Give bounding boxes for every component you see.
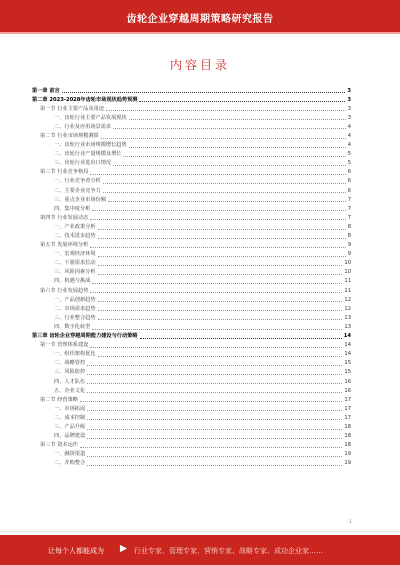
toc-entry-page: 18	[344, 442, 351, 449]
toc-entry[interactable]	[32, 412, 351, 421]
toc-entry-title: 第三章 齿轮企业穿越周期能力建设与行动策略	[32, 333, 138, 340]
footer-slogan-lead: 让每个人都能成为	[48, 547, 104, 555]
toc-entry[interactable]	[32, 440, 351, 449]
toc-entry-title: 一、市场拓展	[54, 405, 86, 412]
toc-entry-page: 8	[347, 233, 351, 239]
toc-entry-title: 二、行业及应用场景需求	[54, 123, 112, 130]
toc-entry-title: 二、齿轮行业产量规模及增长	[54, 151, 122, 158]
toc-entry[interactable]	[32, 449, 351, 458]
dot-leader	[92, 210, 345, 211]
toc-entry-title: 第一章 前言	[32, 87, 60, 94]
toc-entry[interactable]	[32, 294, 351, 303]
toc-entry-title: 二、市场需求趋势	[54, 305, 96, 312]
toc-entry-page: 11	[344, 278, 351, 285]
dot-leader	[98, 265, 343, 266]
toc-entry-page: 4	[347, 123, 351, 130]
dot-leader	[92, 329, 342, 330]
toc-entry[interactable]	[32, 94, 351, 103]
toc-entry-page: 12	[344, 305, 351, 312]
toc-entry-title: 一、宏观经济环境	[54, 251, 96, 258]
dot-leader	[80, 401, 342, 402]
toc-entry-title: 一、产业政策分析	[54, 223, 96, 230]
toc-entry[interactable]	[32, 212, 351, 221]
dot-leader	[87, 365, 342, 366]
page-number: 1	[349, 520, 352, 525]
toc-entry[interactable]	[32, 167, 351, 176]
toc-entry[interactable]	[32, 149, 351, 158]
header-divider	[0, 32, 400, 34]
toc-entry-page: 17	[344, 405, 351, 412]
dot-leader	[87, 465, 342, 466]
dot-leader	[98, 274, 343, 275]
toc-entry-page: 7	[347, 205, 351, 212]
toc-entry-title: 三、行业整合趋势	[54, 314, 96, 321]
toc-entry-page: 16	[344, 378, 351, 385]
toc-entry[interactable]	[32, 431, 351, 440]
dot-leader	[98, 356, 343, 357]
toc-entry-page: 16	[344, 387, 351, 394]
dot-leader	[90, 247, 345, 248]
toc-entry[interactable]	[32, 194, 351, 203]
toc-entry-title: 三、风险防控	[54, 369, 86, 376]
toc-entry-page: 19	[344, 460, 351, 467]
toc-entry[interactable]	[32, 358, 351, 367]
toc-entry-title: 四、集中度分析	[54, 205, 91, 212]
toc-entry-page: 18	[344, 423, 351, 430]
toc-entry-page: 12	[344, 296, 351, 303]
toc-entry-page: 3	[347, 105, 351, 112]
dot-leader	[106, 110, 346, 111]
dot-leader	[87, 392, 342, 393]
toc-entry-title: 第一节 行业主要产品及用途	[40, 105, 104, 112]
toc-entry[interactable]	[32, 158, 351, 167]
toc-entry[interactable]	[32, 340, 351, 349]
toc-entry-title: 二、战略管控	[54, 360, 86, 367]
dot-leader	[108, 201, 346, 202]
dot-leader	[101, 138, 346, 139]
dot-leader	[62, 92, 346, 93]
dot-leader	[113, 165, 346, 166]
toc-entry-title: 二、下游需求拉动	[54, 260, 96, 267]
toc-entry-page: 13	[344, 314, 351, 321]
toc-entry[interactable]	[32, 285, 351, 294]
toc-entry-title: 第三节 资本运作	[40, 442, 78, 449]
toc-entry-title: 四、人才队伍	[54, 378, 86, 385]
toc-entry-title: 一、齿轮行业主要产品发展现状	[54, 114, 127, 121]
dot-leader	[98, 301, 343, 302]
dot-leader	[113, 128, 346, 129]
toc-entry-page: 13	[344, 323, 351, 330]
dot-leader	[98, 229, 346, 230]
toc-entry-title: 第二章 2023-2028年齿轮市场现状趋势预测	[32, 96, 138, 103]
toc-entry-title: 四、品牌建设	[54, 433, 86, 440]
toc-entry[interactable]	[32, 403, 351, 412]
toc-entry-page: 18	[344, 433, 351, 440]
toc-entry-page: 6	[347, 187, 351, 194]
toc-entry-title: 第二节 行业市场规模测算	[40, 132, 99, 139]
toc-entry-title: 三、产品升级	[54, 423, 86, 430]
toc-entry-title: 第二节 经营策略	[40, 396, 78, 403]
toc-entry[interactable]	[32, 321, 351, 330]
toc-entry-title: 第六节 行业发展趋势	[40, 287, 89, 294]
toc-entry[interactable]	[32, 367, 351, 376]
dot-leader	[98, 238, 346, 239]
dot-leader	[98, 310, 343, 311]
dot-leader	[123, 156, 345, 157]
toc-entry-title: 一、组织架构优化	[54, 351, 96, 358]
toc-heading: 内容目录	[169, 58, 230, 72]
toc-entry-page: 10	[344, 269, 351, 276]
dot-leader	[103, 183, 346, 184]
dot-leader	[90, 174, 345, 175]
toc-entry[interactable]	[32, 231, 351, 240]
toc-entry-page: 7	[347, 214, 351, 221]
toc-entry-page: 3	[347, 114, 351, 121]
toc-entry-title: 第一节 管理体系建设	[40, 342, 89, 349]
toc-entry-page: 5	[347, 151, 351, 158]
toc-entry-title: 五、企业文化	[54, 387, 86, 394]
toc-entry-page: 7	[347, 196, 351, 203]
toc-entry[interactable]	[32, 303, 351, 312]
toc-entry[interactable]	[32, 394, 351, 403]
footer-slogan-roles: 行业专家、管理专家、营销专家、战略专家、成功企业家……	[134, 547, 323, 555]
toc-entry-page: 15	[344, 360, 351, 367]
toc-entry-title: 二、并购整合	[54, 460, 86, 467]
report-title: 齿轮企业穿越周期策略研究报告	[126, 14, 274, 25]
footer-divider	[0, 531, 400, 532]
toc-entry[interactable]	[32, 312, 351, 321]
toc-entry-title: 四、机遇与挑战	[54, 278, 91, 285]
toc-entry-page: 4	[347, 142, 351, 149]
toc-entry[interactable]	[32, 176, 351, 185]
toc-entry[interactable]	[32, 112, 351, 121]
toc-entry-page: 14	[343, 333, 351, 340]
toc-entry[interactable]	[32, 385, 351, 394]
toc-entry[interactable]	[32, 221, 351, 230]
dot-leader	[139, 101, 345, 102]
toc-entry-title: 第五节 发展环境分析	[40, 242, 89, 249]
dot-leader	[87, 429, 342, 430]
toc-entry-title: 第三节 行业竞争格局	[40, 169, 89, 176]
toc-entry-page: 19	[344, 451, 351, 458]
toc-entry-title: 三、重点企业市场份额	[54, 196, 106, 203]
toc-entry[interactable]	[32, 130, 351, 139]
toc-entry-page: 14	[344, 342, 351, 349]
toc-entry-page: 5	[347, 160, 351, 167]
toc-entry[interactable]	[32, 249, 351, 258]
toc-entry-title: 一、产品创新趋势	[54, 296, 96, 303]
toc-entry[interactable]	[32, 185, 351, 194]
toc-entry-title: 四、数字化转型	[54, 323, 91, 330]
toc-entry-title: 一、行业竞争者分析	[54, 178, 101, 185]
dot-leader	[129, 119, 346, 120]
toc-entry-page: 9	[347, 251, 351, 258]
toc-entry-title: 第四节 行业发展动态	[40, 214, 89, 221]
toc-entry-page: 6	[347, 178, 351, 185]
toc-entry-page: 3	[347, 87, 351, 94]
table-of-contents	[32, 85, 351, 467]
toc-entry[interactable]	[32, 140, 351, 149]
toc-entry-page: 8	[347, 223, 351, 230]
toc-entry-page: 15	[344, 369, 351, 376]
dot-leader	[92, 283, 342, 284]
toc-entry-title: 一、融资渠道	[54, 451, 86, 458]
toc-entry[interactable]	[32, 331, 351, 340]
toc-entry[interactable]	[32, 267, 351, 276]
dot-leader	[103, 192, 346, 193]
toc-entry[interactable]	[32, 376, 351, 385]
dot-leader	[87, 374, 342, 375]
toc-entry[interactable]	[32, 240, 351, 249]
dot-leader	[87, 383, 342, 384]
toc-entry-page: 3	[347, 96, 351, 103]
toc-entry-title: 三、齿轮行业进出口情况	[54, 160, 112, 167]
arrow-right-icon	[119, 544, 128, 553]
toc-entry-page: 17	[344, 414, 351, 421]
toc-entry-title: 二、主要企业竞争力	[54, 187, 101, 194]
dot-leader	[87, 410, 342, 411]
toc-entry-page: 10	[344, 260, 351, 267]
toc-entry[interactable]	[32, 121, 351, 130]
toc-entry-page: 14	[344, 351, 351, 358]
dot-leader	[129, 147, 346, 148]
toc-entry-page: 17	[344, 396, 351, 403]
dot-leader	[98, 256, 346, 257]
dot-leader	[87, 456, 342, 457]
toc-entry-page: 6	[347, 169, 351, 176]
dot-leader	[90, 219, 345, 220]
toc-entry[interactable]	[32, 203, 351, 212]
dot-leader	[90, 347, 342, 348]
dot-leader	[87, 419, 342, 420]
toc-entry-title: 二、技术进步趋势	[54, 233, 96, 239]
dot-leader	[90, 292, 342, 293]
dot-leader	[140, 338, 342, 339]
toc-entry-title: 二、成本控制	[54, 414, 86, 421]
toc-entry[interactable]	[32, 349, 351, 358]
toc-entry-title: 一、齿轮行业市场规模增长趋势	[54, 142, 127, 149]
toc-entry[interactable]	[32, 103, 351, 112]
toc-entry[interactable]	[32, 276, 351, 285]
toc-entry[interactable]	[32, 458, 351, 467]
toc-entry[interactable]	[32, 421, 351, 430]
dot-leader	[98, 319, 343, 320]
dot-leader	[87, 438, 342, 439]
toc-entry-page: 9	[347, 242, 351, 249]
dot-leader	[80, 447, 342, 448]
toc-entry-page: 4	[347, 132, 351, 139]
toc-entry-title: 三、风险因素分析	[54, 269, 96, 276]
toc-entry-page: 11	[344, 287, 351, 294]
toc-entry[interactable]	[32, 85, 351, 94]
toc-entry[interactable]	[32, 258, 351, 267]
